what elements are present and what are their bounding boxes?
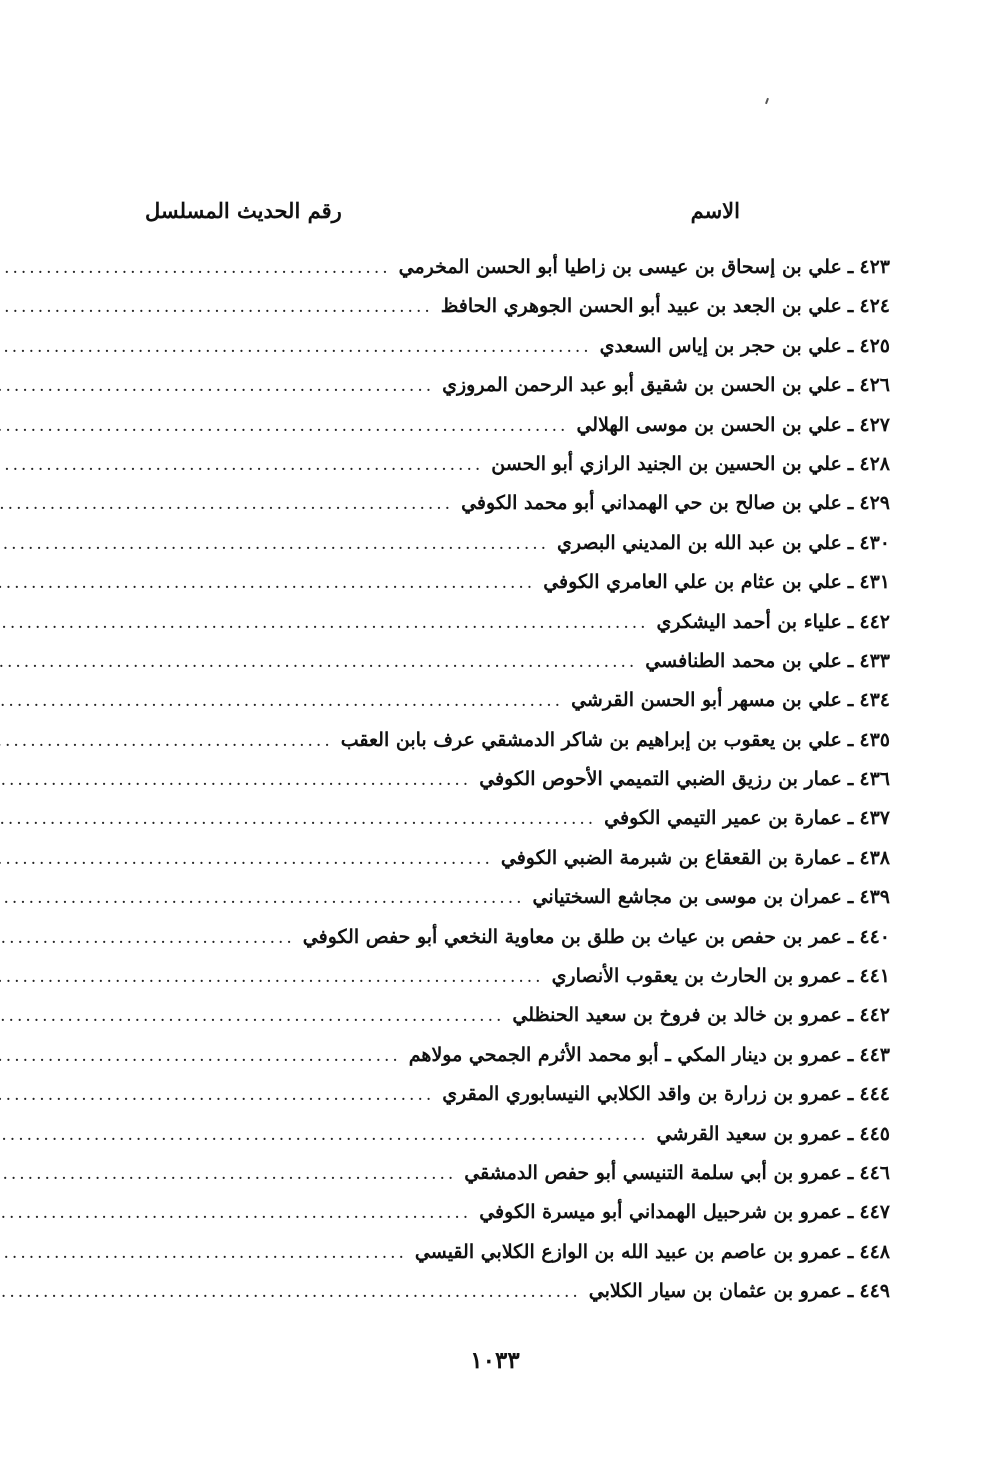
entry-index: ٤٤٤ [859, 1083, 890, 1106]
list-item [172, 571, 890, 610]
entry-index: ٤٤١ [859, 965, 890, 988]
list-item [172, 1083, 890, 1122]
entry-name: عمرو بن زرارة بن واقد الكلابي النيسابوري المقري [442, 1083, 842, 1106]
list-item [172, 532, 890, 571]
entry-index: ٤٣٨ [859, 846, 890, 869]
entry-name: علي بن مسهر أبو الحسن القرشي [571, 689, 842, 712]
entry-index: ٤٣٦ [859, 768, 890, 791]
entry-index: ٤٤٦ [859, 1161, 890, 1184]
entry-dash: ـ [847, 571, 854, 594]
dot-leader [0, 809, 596, 829]
list-item [172, 256, 890, 295]
entry-dash: ـ [847, 689, 854, 712]
list-item [172, 374, 890, 413]
entry-index: ٤٣٠ [859, 531, 890, 554]
entry-dash: ـ [847, 1083, 854, 1106]
dot-leader [0, 258, 391, 278]
list-item [172, 1201, 890, 1240]
entry-name: عمرو بن عاصم بن عبيد الله بن الوازع الكلابي القيسي [414, 1240, 842, 1263]
entry-name: علي بن حجر بن إياس السعدي [599, 334, 842, 357]
entry-name: عمرو بن أبي سلمة التنيسي أبو حفص الدمشقي [464, 1161, 842, 1184]
table-header [145, 198, 740, 238]
list-item [172, 1004, 890, 1043]
list-item [172, 335, 890, 374]
dot-leader [0, 1006, 504, 1026]
list-item [172, 295, 890, 334]
entry-index: ٤٢٧ [859, 413, 890, 436]
entry-name: علي بن يعقوب بن إبراهيم بن شاكر الدمشقي عرف بابن العقب [340, 728, 842, 751]
entry-name: عمران بن موسى بن مجاشع السختياني [532, 886, 842, 909]
entry-index: ٤٤٩ [859, 1280, 890, 1303]
list-item [172, 729, 890, 768]
list-item [172, 1162, 890, 1201]
list-item [172, 611, 890, 650]
entry-dash: ـ [847, 492, 854, 515]
list-item [172, 965, 890, 1004]
entry-index: ٤٢٣ [859, 256, 890, 278]
entry-name: عمرو بن عثمان بن سيار الكلابي [588, 1280, 842, 1303]
list-item [172, 689, 890, 728]
dot-leader [0, 1203, 471, 1223]
entry-index: ٤٤٢ [859, 610, 890, 633]
entry-dash: ـ [847, 334, 854, 357]
dot-leader [0, 967, 544, 987]
entry-name: علي بن الحسين بن الجنيد الرازي أبو الحسن [491, 452, 842, 475]
entry-index: ٤٤٨ [859, 1240, 890, 1263]
entry-dash: ـ [847, 649, 854, 672]
entry-name: عمرو بن سعيد القرشي [656, 1122, 842, 1145]
page-number: ١٠٣٣ [470, 1347, 520, 1374]
list-item [172, 886, 890, 925]
scan-speck [765, 98, 769, 104]
entry-dash: ـ [847, 807, 854, 830]
entry-index: ٤٢٤ [859, 295, 890, 318]
entry-name: علياء بن أحمد اليشكري [656, 610, 842, 633]
entry-index: ٤٢٩ [859, 492, 890, 515]
entry-dash: ـ [847, 1043, 854, 1066]
dot-leader [0, 691, 563, 711]
list-item [172, 414, 890, 453]
entry-dash: ـ [847, 925, 854, 948]
list-item [172, 1241, 890, 1280]
list-item [172, 768, 890, 807]
entry-dash: ـ [847, 1161, 854, 1184]
entry-index: ٤٣٥ [859, 728, 890, 751]
entry-index: ٤٤٢ [859, 1004, 890, 1027]
entry-index: ٤٣٤ [859, 689, 890, 712]
entry-dash: ـ [847, 886, 854, 909]
dot-leader [0, 770, 471, 790]
entry-dash: ـ [847, 846, 854, 869]
entry-index: ٤٢٥ [859, 334, 890, 357]
entry-dash: ـ [847, 1004, 854, 1027]
dot-leader [0, 731, 333, 751]
name-column-heading: الاسم [690, 198, 740, 223]
entries-list [172, 256, 890, 1320]
dot-leader [0, 928, 295, 948]
dot-leader [0, 534, 549, 554]
entry-name: عمار بن رزيق الضبي التميمي الأحوص الكوفي [479, 768, 842, 791]
dot-leader [0, 888, 525, 908]
entry-name: عمر بن حفص بن عياث بن طلق بن معاوية النخعي أبو حفص الكوفي [302, 925, 842, 948]
entry-dash: ـ [847, 728, 854, 751]
entry-index: ٤٤٠ [859, 925, 890, 948]
list-item [172, 1044, 890, 1083]
dot-leader [0, 494, 453, 514]
entry-name: عمرو بن شرحبيل الهمداني أبو ميسرة الكوفي [479, 1201, 842, 1224]
entry-name: علي بن إسحاق بن عيسى بن زاطيا أبو الحسن المخرمي [398, 256, 842, 278]
entry-name: عمرو بن خالد بن فروخ بن سعيد الحنظلي [512, 1004, 842, 1027]
entry-index: ٤٤٣ [859, 1043, 890, 1066]
dot-leader [0, 416, 568, 436]
dot-leader [0, 1164, 456, 1184]
dot-leader [0, 455, 483, 475]
entry-dash: ـ [847, 768, 854, 791]
entry-name: علي بن صالح بن حي الهمداني أبو محمد الكوفي [461, 492, 842, 515]
list-item [172, 1123, 890, 1162]
dot-leader [0, 1125, 649, 1145]
entry-name: علي بن الجعد بن عبيد أبو الحسن الجوهري الحافظ [440, 295, 842, 318]
entry-dash: ـ [847, 256, 854, 278]
entry-dash: ـ [847, 1122, 854, 1145]
dot-leader [0, 613, 649, 633]
list-item [172, 650, 890, 689]
entry-dash: ـ [847, 1201, 854, 1224]
entry-index: ٤٣٩ [859, 886, 890, 909]
entry-name: عمارة بن القعقاع بن شبرمة الضبي الكوفي [500, 846, 842, 869]
dot-leader [0, 1282, 581, 1302]
entry-name: عمارة بن عمير التيمي الكوفي [604, 807, 842, 830]
entry-dash: ـ [847, 965, 854, 988]
entry-index: ٤٣٧ [859, 807, 890, 830]
dot-leader [0, 573, 535, 593]
dot-leader [0, 337, 592, 357]
entry-index: ٤٣١ [859, 571, 890, 594]
dot-leader [0, 1243, 407, 1263]
entry-dash: ـ [847, 413, 854, 436]
entry-dash: ـ [847, 1280, 854, 1303]
number-column-heading: رقم الحديث المسلسل [145, 198, 342, 223]
dot-leader [0, 376, 434, 396]
entry-name: عمرو بن الحارث بن يعقوب الأنصاري [551, 965, 842, 988]
entry-index: ٤٤٥ [859, 1122, 890, 1145]
list-item [172, 847, 890, 886]
entry-name: علي بن عثام بن علي العامري الكوفي [543, 571, 842, 594]
entry-dash: ـ [847, 610, 854, 633]
list-item [172, 1280, 890, 1319]
entry-name: علي بن الحسن بن موسى الهلالي [576, 413, 842, 436]
entry-name: علي بن محمد الطنافسي [645, 649, 842, 672]
list-item [172, 807, 890, 846]
list-item [172, 492, 890, 531]
dot-leader [0, 297, 433, 317]
entry-name: علي بن الحسن بن شقيق أبو عبد الرحمن المروزي [442, 374, 842, 397]
entry-index: ٤٢٨ [859, 452, 890, 475]
entry-name: علي بن عبد الله بن المديني البصري [557, 531, 842, 554]
list-item [172, 453, 890, 492]
entry-dash: ـ [847, 374, 854, 397]
entry-dash: ـ [847, 452, 854, 475]
list-item [172, 926, 890, 965]
entry-name: عمرو بن دينار المكي ـ أبو محمد الأثرم الجمحي مولاهم [408, 1043, 842, 1066]
entry-index: ٤٤٧ [859, 1201, 890, 1224]
entry-index: ٤٣٣ [859, 649, 890, 672]
entry-dash: ـ [847, 531, 854, 554]
entry-index: ٤٢٦ [859, 374, 890, 397]
entry-dash: ـ [847, 1240, 854, 1263]
dot-leader [0, 849, 493, 869]
dot-leader [0, 1085, 434, 1105]
entry-dash: ـ [847, 295, 854, 318]
dot-leader [0, 652, 637, 672]
dot-leader [0, 1046, 401, 1066]
